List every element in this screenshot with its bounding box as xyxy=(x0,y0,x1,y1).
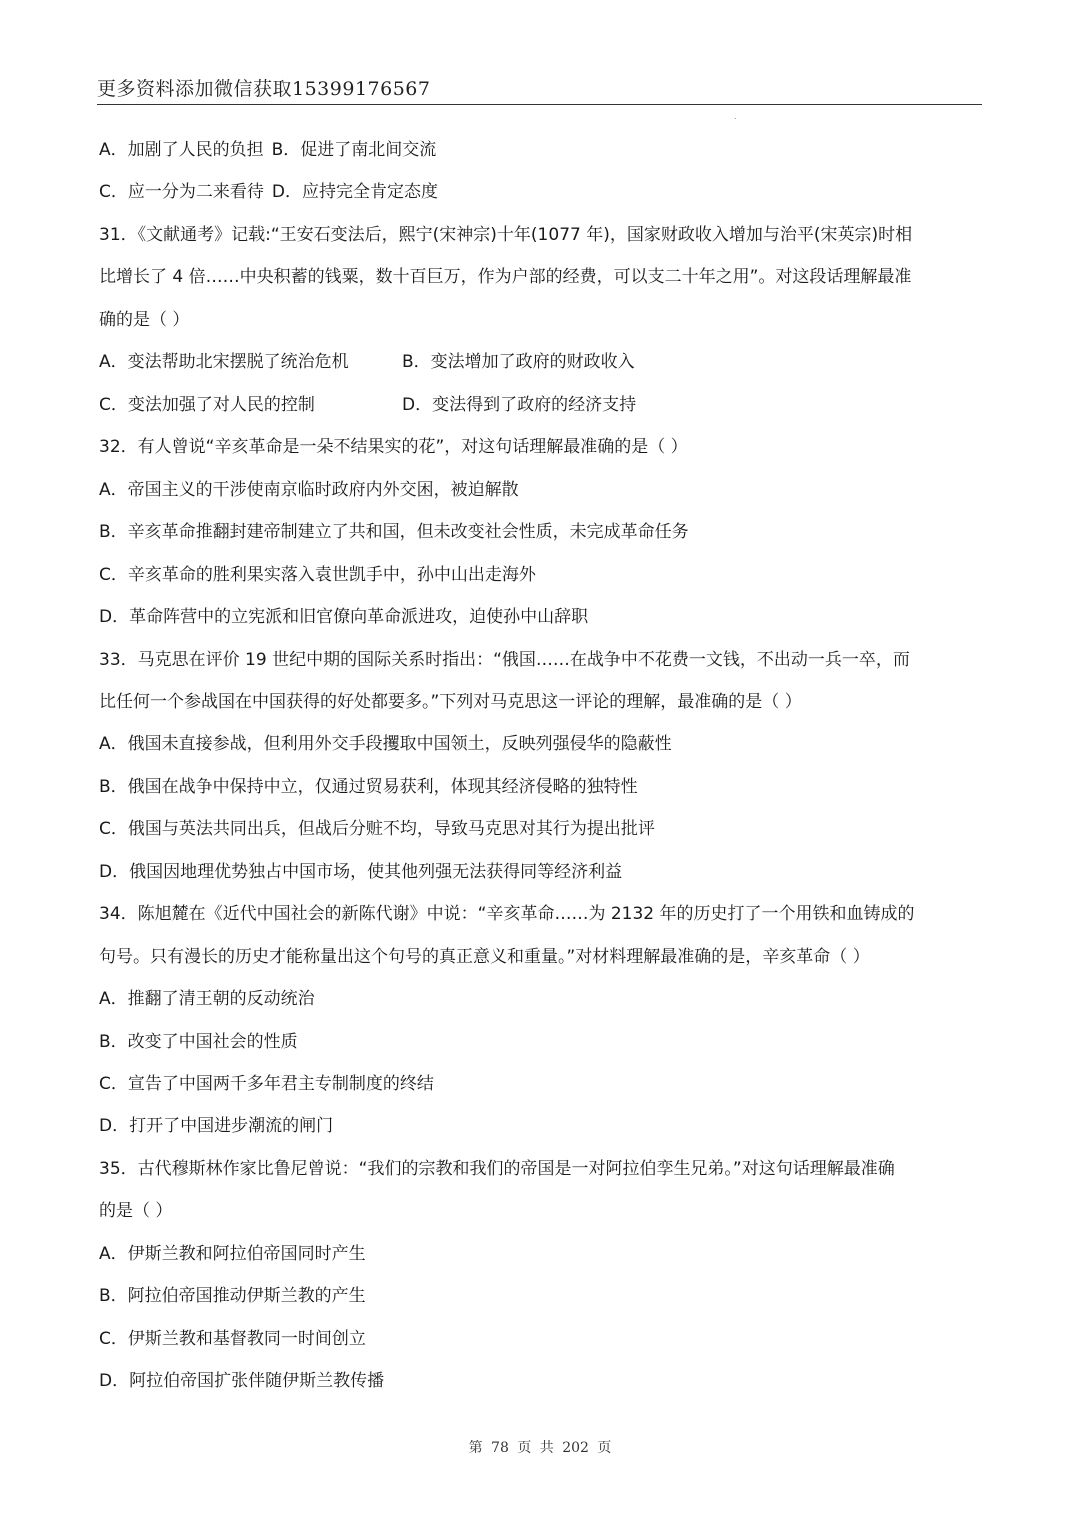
footer-word-di: 第 xyxy=(468,1440,483,1456)
q30-option-a: A．加剧了人民的负担 xyxy=(99,140,264,160)
q34-stem-line1: 34．陈旭麓在《近代中国社会的新陈代谢》中说：“辛亥革命……为 2132 年的历史打了一个用铁和血铸成的 xyxy=(99,904,915,924)
q30-options-row1 xyxy=(99,137,984,163)
q31-options-row2 xyxy=(99,392,984,418)
page-footer xyxy=(0,1437,1080,1457)
footer-word-gong: 共 xyxy=(539,1440,554,1456)
q35-stem-line2: 的是（ ） xyxy=(99,1201,173,1221)
q32-option-a: A．帝国主义的干涉使南京临时政府内外交困，被迫解散 xyxy=(99,480,519,500)
q32-option-b: B．辛亥革命推翻封建帝制建立了共和国，但未改变社会性质，未完成革命任务 xyxy=(99,522,689,542)
footer-word-ye: 页 xyxy=(517,1440,532,1456)
q31-stem-line3: 确的是（ ） xyxy=(99,310,190,330)
q33-option-c: C．俄国与英法共同出兵，但战后分赃不均，导致马克思对其行为提出批评 xyxy=(99,819,655,839)
header-text: 更多资料添加微信获取15399176567 xyxy=(97,78,431,100)
q32-option-d: D．革命阵营中的立宪派和旧官僚向革命派进攻，迫使孙中山辞职 xyxy=(99,607,589,627)
q35-option-d: D．阿拉伯帝国扩张伴随伊斯兰教传播 xyxy=(99,1371,385,1391)
q32-option-c: C．辛亥革命的胜利果实落入袁世凯手中，孙中山出走海外 xyxy=(99,565,536,585)
q33-stem-line1: 33．马克思在评价 19 世纪中期的国际关系时指出：“俄国……在战争中不花费一文钱，不出动一兵一卒，而 xyxy=(99,650,910,670)
q35-stem-line1: 35．古代穆斯林作家比鲁尼曾说：“我们的宗教和我们的帝国是一对阿拉伯孪生兄弟。”对这句话理解最准确 xyxy=(99,1159,895,1179)
page-header xyxy=(97,72,982,121)
footer-page-number: 78 xyxy=(491,1440,509,1456)
q31-stem-line2: 比增长了 4 倍……中央积蓄的钱粟，数十百巨万，作为户部的经费，可以支二十年之用”。对这段话理解最准 xyxy=(99,267,912,287)
footer-word-ye-2: 页 xyxy=(597,1440,612,1456)
header-dot: . xyxy=(734,112,737,121)
q32-stem: 32．有人曾说“辛亥革命是一朵不结果实的花”，对这句话理解最准确的是（ ） xyxy=(99,437,688,457)
q35-option-c: C．伊斯兰教和基督教同一时间创立 xyxy=(99,1329,366,1349)
q33-stem-line2: 比任何一个参战国在中国获得的好处都要多。”下列对马克思这一评论的理解，最准确的是（ ） xyxy=(99,692,802,712)
q30-option-d: D．应持完全肯定态度 xyxy=(271,182,438,202)
q35-option-b: B．阿拉伯帝国推动伊斯兰教的产生 xyxy=(99,1286,366,1306)
q34-option-a: A．推翻了清王朝的反动统治 xyxy=(99,989,315,1009)
q34-option-d: D．打开了中国进步潮流的闸门 xyxy=(99,1116,334,1136)
q30-option-b: B．促进了南北间交流 xyxy=(271,140,437,160)
q34-option-b: B．改变了中国社会的性质 xyxy=(99,1032,298,1052)
q35-option-a: A．伊斯兰教和阿拉伯帝国同时产生 xyxy=(99,1244,366,1264)
q34-option-c: C．宣告了中国两千多年君主专制制度的终结 xyxy=(99,1074,434,1094)
q31-option-c: C．变法加强了对人民的控制 xyxy=(99,395,315,415)
q30-options-row2 xyxy=(99,179,984,205)
footer-total-pages: 202 xyxy=(562,1440,589,1456)
q30-option-c: C．应一分为二来看待 xyxy=(99,182,264,202)
q31-option-d: D．变法得到了政府的经济支持 xyxy=(402,395,637,415)
q34-stem-line2: 句号。只有漫长的历史才能称量出这个句号的真正意义和重量。”对材料理解最准确的是，辛亥革命（ ） xyxy=(99,947,870,967)
q31-stem-line1: 31．《文献通考》记载:“王安石变法后，熙宁(宋神宗)十年(1077 年)，国家财政收入增加与治平(宋英宗)时相 xyxy=(99,225,913,245)
q33-option-a: A．俄国未直接参战，但利用外交手段攫取中国领土，反映列强侵华的隐蔽性 xyxy=(99,734,672,754)
q33-option-b: B．俄国在战争中保持中立，仅通过贸易获利，体现其经济侵略的独特性 xyxy=(99,777,638,797)
q31-option-a: A．变法帮助北宋摆脱了统治危机 xyxy=(99,352,349,372)
q33-option-d: D．俄国因地理优势独占中国市场，使其他列强无法获得同等经济利益 xyxy=(99,862,623,882)
q31-option-b: B．变法增加了政府的财政收入 xyxy=(402,352,635,372)
q31-options-row1 xyxy=(99,349,984,375)
